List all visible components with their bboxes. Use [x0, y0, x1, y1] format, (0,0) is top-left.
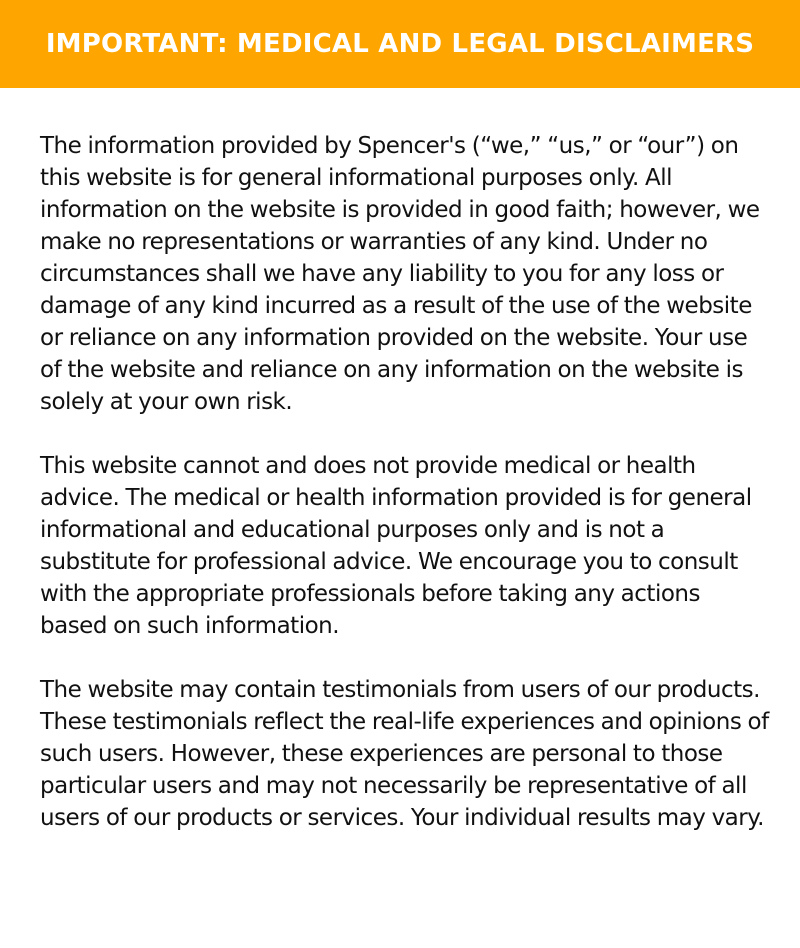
disclaimer-content — [40, 130, 770, 834]
disclaimer-banner — [0, 0, 800, 88]
disclaimer-paragraph-general: The information provided by Spencer's (“we,” “us,” or “our”) on this website is for general informational purposes only. All information on the website is provided in good faith; however, we make no representations or warranties of any kind. Under no circumstances shall we have any liability to you for any loss or damage of any kind incurred as a result of the use of the website or reliance on any information provided on the website. Your use of the website and reliance on any information on the website is solely at your own risk. — [40, 133, 760, 415]
disclaimer-paragraph-medical: This website cannot and does not provide medical or health advice. The medical or health information provided is for general informational and educational purposes only and is not a substitute for professional advice. We encourage you to consult with the appropriate professionals before taking any actions based on such information. — [40, 453, 752, 639]
disclaimer-paragraph-testimonials: The website may contain testimonials from users of our products. These testimonials reflect the real-life experiences and opinions of such users. However, these experiences are personal to those particular users and may not necessarily be representative of all users of our products or services. Your individual results may vary. — [40, 677, 769, 831]
banner-title: IMPORTANT: MEDICAL AND LEGAL DISCLAIMERS — [45, 29, 755, 59]
